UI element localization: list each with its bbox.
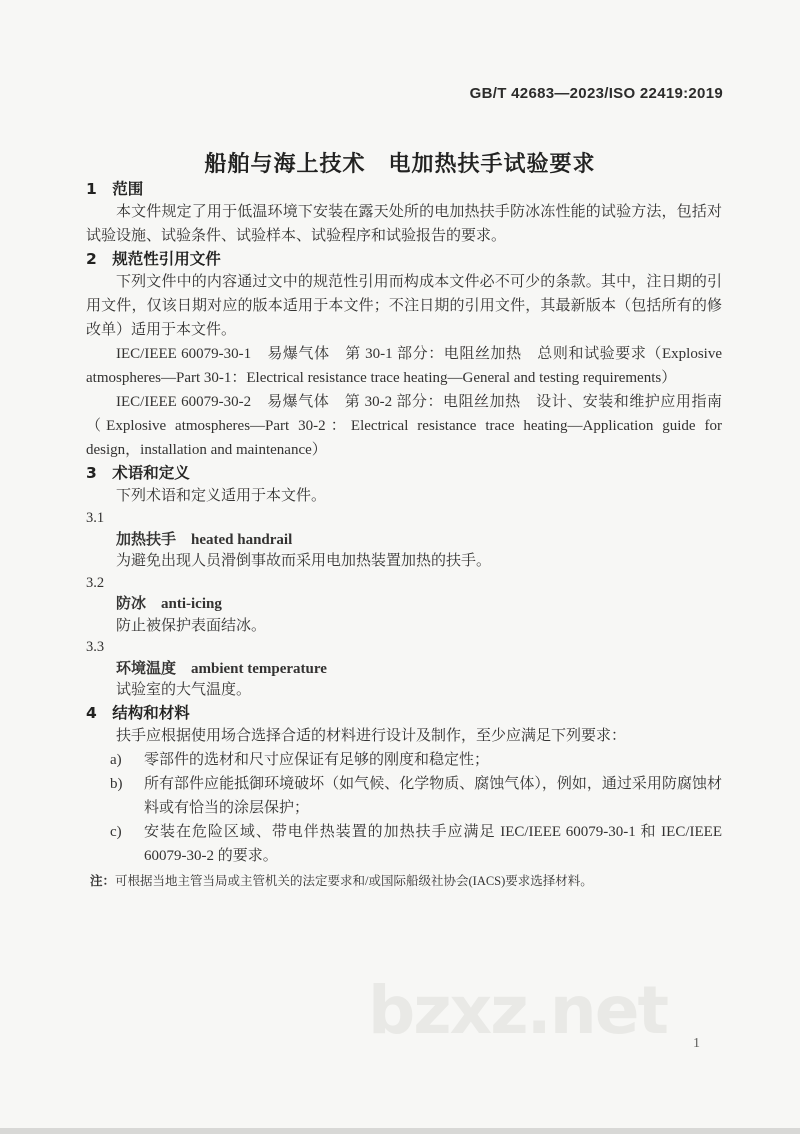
term-3-1 <box>86 508 722 573</box>
requirement-item-c <box>86 820 722 868</box>
item-text: 所有部件应能抵御环境破坏（如气候、化学物质、腐蚀气体），例如，通过采用防腐蚀材料或有恰当的涂层保护； <box>144 775 722 816</box>
section-4-heading: 4 结构和材料 <box>86 703 190 722</box>
term-3-3 <box>86 637 722 702</box>
section-3-heading: 3 术语和定义 <box>86 464 190 482</box>
normative-reference-2: IEC/IEEE 60079-30-2 易爆气体 第 30-2 部分：电阻丝加热 设计、安装和维护应用指南（Explosive atmospheres—Part 30-2：Electrical resistance trace heating—Application guide for design，installation and maintenance） <box>86 394 722 458</box>
term-number: 3.1 <box>86 510 105 526</box>
normative-reference-1: IEC/IEEE 60079-30-1 易爆气体 第 30-1 部分：电阻丝加热 总则和试验要求（Explosive atmospheres—Part 30-1：Electrical resistance trace heating—General and testing requirements） <box>86 346 722 386</box>
scan-edge <box>0 1128 800 1134</box>
term-3-2 <box>86 573 722 638</box>
page-number: 1 <box>693 1036 700 1051</box>
section-1-paragraph: 本文件规定了用于低温环境下安装在露天处所的电加热扶手防冰冻性能的试验方法，包括对试验设施、试验条件、试验样本、试验程序和试验报告的要求。 <box>86 204 722 244</box>
term-name: 环境温度 ambient temperature <box>116 660 327 677</box>
note-label: 注： <box>90 872 116 888</box>
section-4-note <box>86 871 722 891</box>
item-text: 安装在危险区域、带电伴热装置的加热扶手应满足 IEC/IEEE 60079-30-1 和 IEC/IEEE 60079-30-2 的要求。 <box>144 823 722 864</box>
term-name: 加热扶手 heated handrail <box>116 531 293 548</box>
item-text: 零部件的选材和尺寸应保证有足够的刚度和稳定性； <box>144 751 490 768</box>
document-title: 船舶与海上技术 电加热扶手试验要求 <box>204 152 596 177</box>
standard-code: GB/T 42683—2023/ISO 22419:2019 <box>469 85 723 102</box>
item-label: b) <box>110 775 123 792</box>
document-body <box>86 178 722 891</box>
term-number: 3.3 <box>86 639 105 655</box>
term-number: 3.2 <box>86 574 105 591</box>
requirement-item-a <box>86 748 722 772</box>
watermark: bzxz.net <box>368 972 668 1049</box>
section-1-heading: 1 范围 <box>86 180 144 198</box>
section-2-heading: 2 规范性引用文件 <box>86 250 221 268</box>
section-3-intro: 下列术语和定义适用于本文件。 <box>116 488 327 504</box>
term-definition: 为避免出现人员滑倒事故而采用电加热装置加热的扶手。 <box>116 553 492 569</box>
note-text: 可根据当地主管当局或主管机关的法定要求和/或国际船级社协会(IACS)要求选择材料。 <box>115 873 593 888</box>
item-label: c) <box>110 823 122 840</box>
term-name: 防冰 anti-icing <box>116 596 222 612</box>
section-2-paragraph: 下列文件中的内容通过文中的规范性引用而构成本文件必不可少的条款。其中，注日期的引用文件，仅该日期对应的版本适用于本文件；不注日期的引用文件，其最新版本（包括所有的修改单）适用于本文件。 <box>86 274 722 338</box>
requirement-item-b <box>86 772 722 820</box>
item-label: a) <box>110 751 122 768</box>
term-definition: 防止被保护表面结冰。 <box>116 617 267 634</box>
term-definition: 试验室的大气温度。 <box>116 682 252 698</box>
section-4-intro: 扶手应根据使用场合选择合适的材料进行设计及制作，至少应满足下列要求： <box>116 727 627 744</box>
